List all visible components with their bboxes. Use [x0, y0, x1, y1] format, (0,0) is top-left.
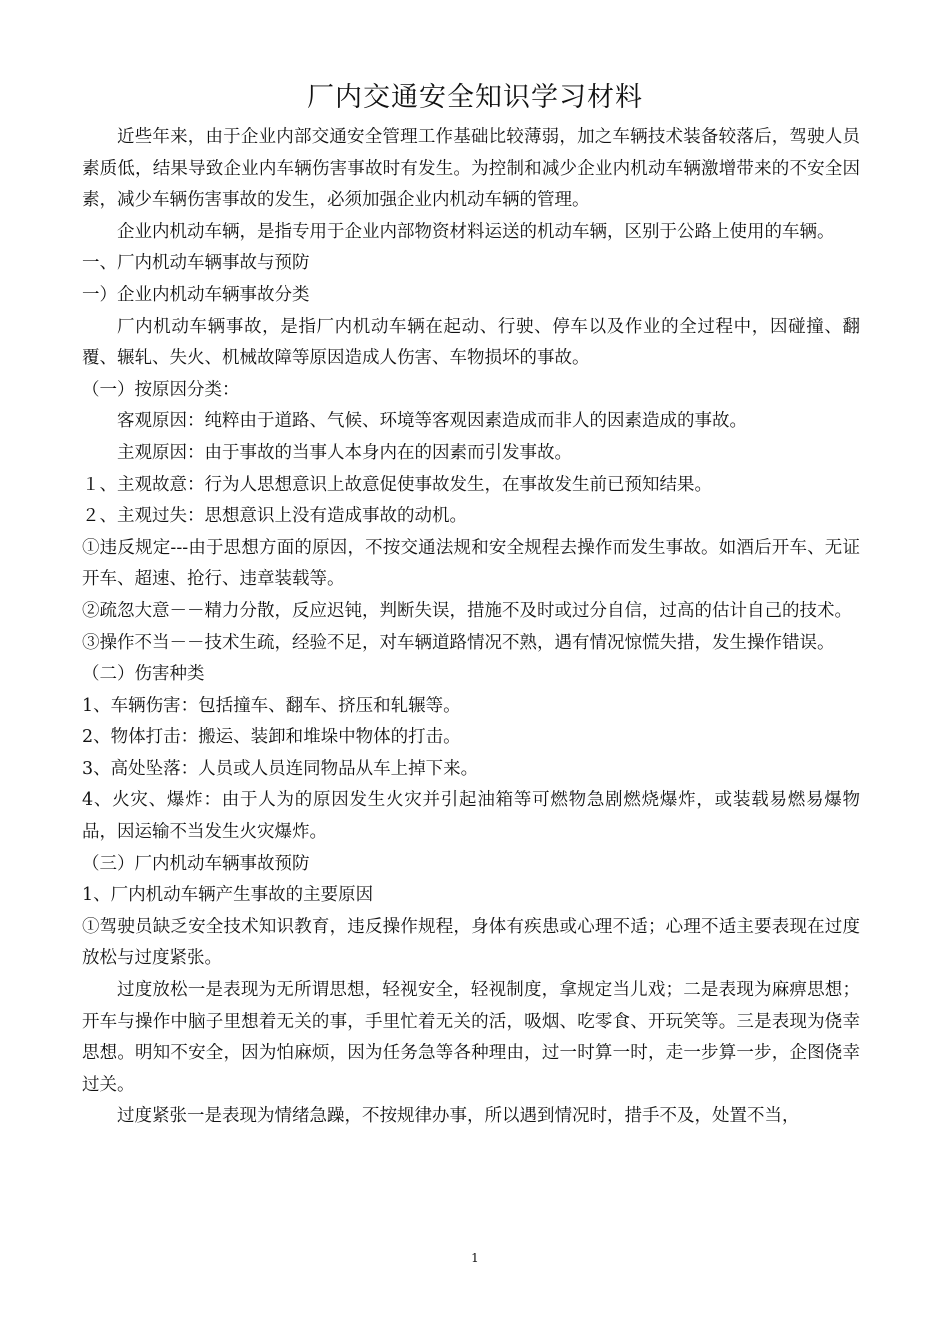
- paragraph: ①驾驶员缺乏安全技术知识教育，违反操作规程，身体有疾患或心理不适；心理不适主要表现在过度放松与过度紧张。: [82, 916, 860, 969]
- paragraph: 4、火灾、爆炸：由于人为的原因发生火灾并引起油箱等可燃物急剧燃烧爆炸，或装载易燃易爆物品，因运输不当发生火灾爆炸。: [82, 790, 860, 843]
- paragraph: 过度放松一是表现为无所谓思想，轻视安全，轻视制度，拿规定当儿戏；二是表现为麻痹思想；开车与操作中脑子里想着无关的事，手里忙着无关的活，吸烟、吃零食、开玩笑等。三是表现为侥幸思想。明知不安全，因为怕麻烦，因为任务急等各种理由，过一时算一时，走一步算一步，企图侥幸过关。: [82, 980, 860, 1095]
- paragraph: ③操作不当－－技术生疏，经验不足，对车辆道路情况不熟，遇有情况惊慌失措，发生操作错误。: [82, 632, 835, 653]
- paragraph: 一）企业内机动车辆事故分类: [82, 284, 310, 305]
- paragraph: 客观原因：纯粹由于道路、气候、环境等客观因素造成而非人的因素造成的事故。: [117, 411, 747, 432]
- paragraph: １、主观故意：行为人思想意识上故意促使事故发生，在事故发生前已预知结果。: [82, 474, 712, 495]
- document-title: 厂内交通安全知识学习材料: [307, 82, 643, 113]
- paragraph: 1、车辆伤害：包括撞车、翻车、挤压和轧辗等。: [82, 695, 461, 716]
- paragraph: （三）厂内机动车辆事故预防: [82, 853, 310, 874]
- paragraph: ①违反规定---由于思想方面的原因，不按交通法规和安全规程去操作而发生事故。如酒后开车、无证开车、超速、抢行、违章装载等。: [82, 537, 860, 590]
- page-number: 1: [471, 1251, 479, 1265]
- paragraph: 1、厂内机动车辆产生事故的主要原因: [82, 885, 374, 906]
- paragraph: 企业内机动车辆，是指专用于企业内部物资材料运送的机动车辆，区别于公路上使用的车辆。: [117, 221, 835, 242]
- paragraph: （二）伤害种类: [82, 664, 205, 685]
- paragraph: （一）按原因分类：: [82, 379, 240, 400]
- paragraph: 近些年来，由于企业内部交通安全管理工作基础比较薄弱，加之车辆技术装备较落后，驾驶人员素质低，结果导致企业内车辆伤害事故时有发生。为控制和减少企业内机动车辆激增带来的不安全因素，减少车辆伤害事故的发生，必须加强企业内机动车辆的管理。: [82, 127, 860, 211]
- paragraph: ②疏忽大意－－精力分散，反应迟钝，判断失误，措施不及时或过分自信，过高的估计自己的技术。: [82, 600, 852, 621]
- paragraph: 主观原因：由于事故的当事人本身内在的因素而引发事故。: [117, 442, 572, 463]
- paragraph: 过度紧张一是表现为情绪急躁，不按规律办事，所以遇到情况时，措手不及，处置不当，: [117, 1106, 800, 1127]
- paragraph: 3、高处坠落：人员或人员连同物品从车上掉下来。: [82, 758, 479, 779]
- document-body: [82, 122, 860, 1133]
- paragraph: 厂内机动车辆事故，是指厂内机动车辆在起动、行驶、停车以及作业的全过程中，因碰撞、翻覆、辗轧、失火、机械故障等原因造成人伤害、车物损坏的事故。: [82, 316, 860, 369]
- paragraph: ２、主观过失：思想意识上没有造成事故的动机。: [82, 506, 467, 527]
- paragraph: 一、厂内机动车辆事故与预防: [82, 253, 310, 274]
- paragraph: 2、物体打击：搬运、装卸和堆垛中物体的打击。: [82, 727, 461, 748]
